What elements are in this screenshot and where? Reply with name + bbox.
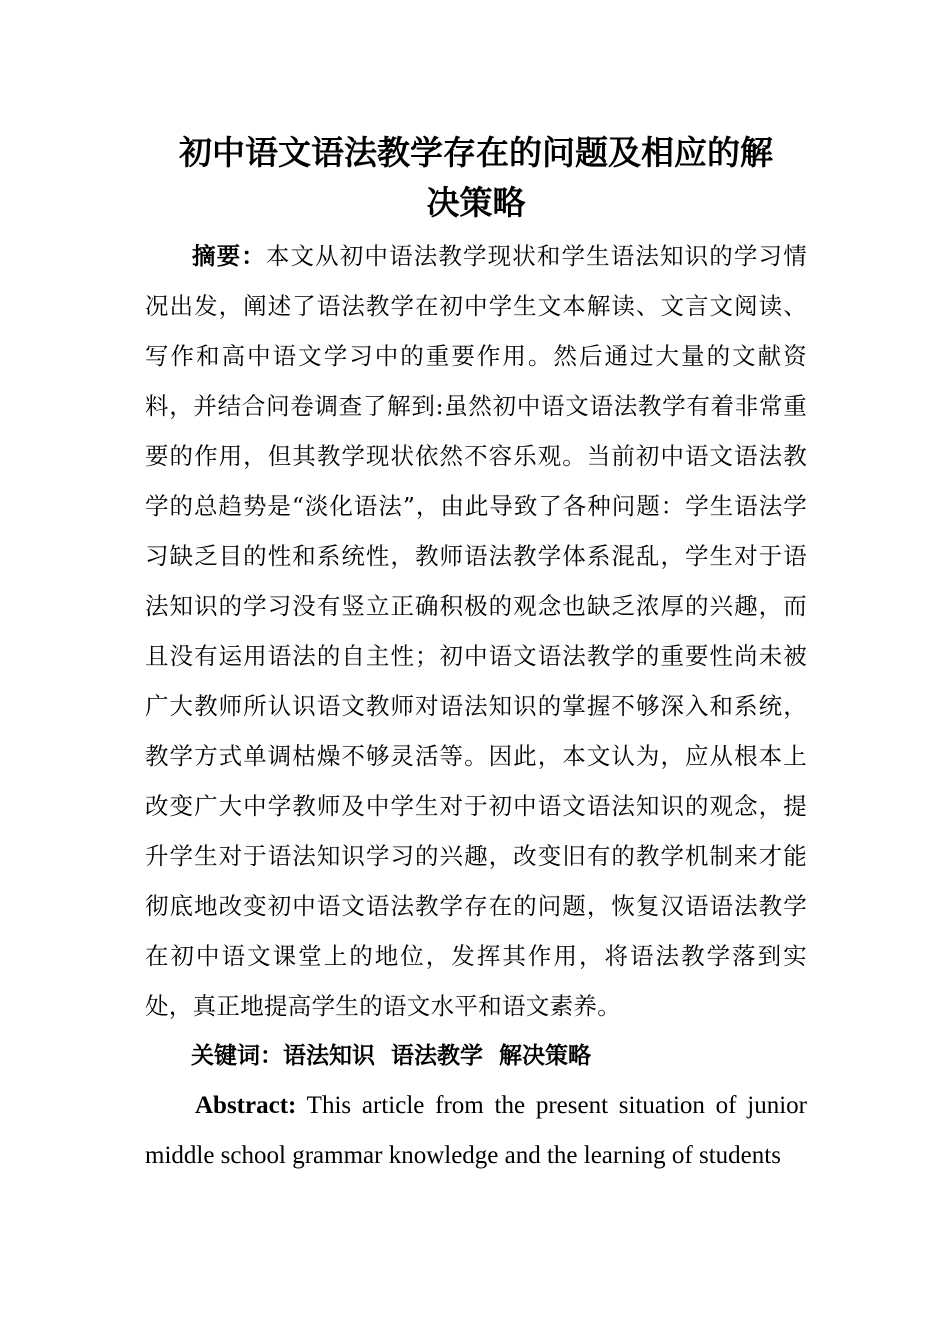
english-abstract	[145, 1081, 807, 1181]
chinese-abstract	[145, 231, 807, 1031]
keywords-items: 语法知识 语法教学 解决策略	[283, 1043, 592, 1069]
paper-title	[145, 128, 807, 228]
english-abstract-text: This article from the present situation of junior middle school grammar knowledge and the learning of students	[145, 1092, 807, 1169]
abstract-text: 本文从初中语法教学现状和学生语法知识的学习情况出发，阐述了语法教学在初中学生文本解读、文言文阅读、写作和高中语文学习中的重要作用。然后通过大量的文献资料，并结合问卷调查了解到:虽然初中语文语法教学有着非常重要的作用，但其教学现状依然不容乐观。当前初中语文语法教学的总趋势是“淡化语法”，由此导致了各种问题：学生语法学习缺乏目的性和系统性，教师语法教学体系混乱，学生对于语法知识的学习没有竖立正确积极的观念也缺乏浓厚的兴趣，而且没有运用语法的自主性；初中语文语法教学的重要性尚未被广大教师所认识语文教师对语法知识的掌握不够深入和系统，教学方式单调枯燥不够灵活等。因此，本文认为，应从根本上改变广大中学教师及中学生对于初中语文语法知识的观念，提升学生对于语法知识学习的兴趣，改变旧有的教学机制来才能彻底地改变初中语文语法教学存在的问题，恢复汉语语法教学在初中语文课堂上的地位，发挥其作用，将语法教学落到实处，真正地提高学生的语文水平和语文素养。	[145, 242, 807, 1020]
paper-title-line-2: 决策略	[426, 183, 526, 222]
document-page	[145, 128, 807, 1181]
keywords-label: 关键词：	[191, 1043, 283, 1069]
english-abstract-label: Abstract:	[195, 1092, 297, 1119]
paper-title-line-1: 初中语文语法教学存在的问题及相应的解	[179, 133, 773, 172]
abstract-label: 摘要：	[192, 242, 266, 270]
keywords-line	[145, 1031, 807, 1081]
